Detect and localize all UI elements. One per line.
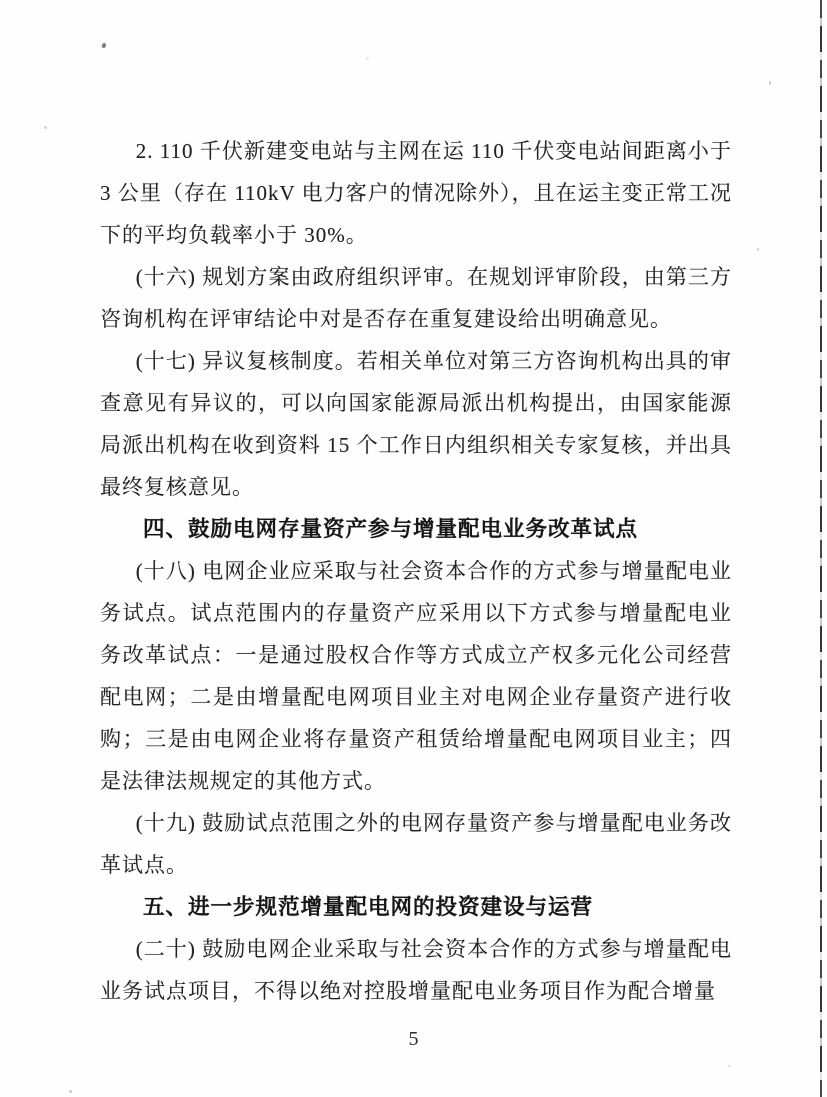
paragraph-item-18: (十八) 电网企业应采取与社会资本合作的方式参与增量配电业务试点。试点范围内的存量资产应采用以下方式参与增量配电业务改革试点：一是通过股权合作等方式成立产权多元化公司经营配电网；二是由增量配电网项目业主对电网企业存量资产进行收购；三是由电网企业将存量资产租赁给增量配电网项目业主；四是法律法规规定的其他方式。 (100, 559, 732, 793)
paragraph-item-17: (十七) 异议复核制度。若相关单位对第三方咨询机构出具的审查意见有异议的，可以向国家能源局派出机构提出，由国家能源局派出机构在收到资料 15 个工作日内组织相关专家复核，并出具最终复核意见。 (100, 349, 732, 499)
document-body (100, 130, 732, 1012)
section-heading-4: 四、鼓励电网存量资产参与增量配电业务改革试点 (143, 517, 639, 541)
scan-speck (769, 81, 771, 85)
scan-speck (101, 42, 107, 48)
scan-speck (44, 126, 47, 129)
paragraph-clause-2: 2. 110 千伏新建变电站与主网在运 110 千伏变电站间距离小于 3 公里（存在 110kV 电力客户的情况除外），且在运主变正常工况下的平均负载率小于 30%。 (100, 139, 732, 247)
scan-speck (69, 1090, 72, 1093)
paragraph-item-20: (二十) 鼓励电网企业采取与社会资本合作的方式参与增量配电业务试点项目，不得以绝对控股增量配电业务项目作为配合增量 (100, 937, 732, 1003)
scan-speck (366, 57, 369, 60)
paragraph-item-16: (十六) 规划方案由政府组织评审。在规划评审阶段，由第三方咨询机构在评审结论中对是否存在重复建设给出明确意见。 (100, 265, 732, 331)
paragraph-item-19: (十九) 鼓励试点范围之外的电网存量资产参与增量配电业务改革试点。 (100, 811, 732, 877)
scan-speck (728, 1065, 731, 1067)
scan-speck (757, 248, 759, 251)
page-number: 5 (408, 1028, 419, 1050)
scan-edge-artifact (820, 0, 822, 1097)
section-heading-5: 五、进一步规范增量配电网的投资建设与运营 (143, 895, 594, 919)
